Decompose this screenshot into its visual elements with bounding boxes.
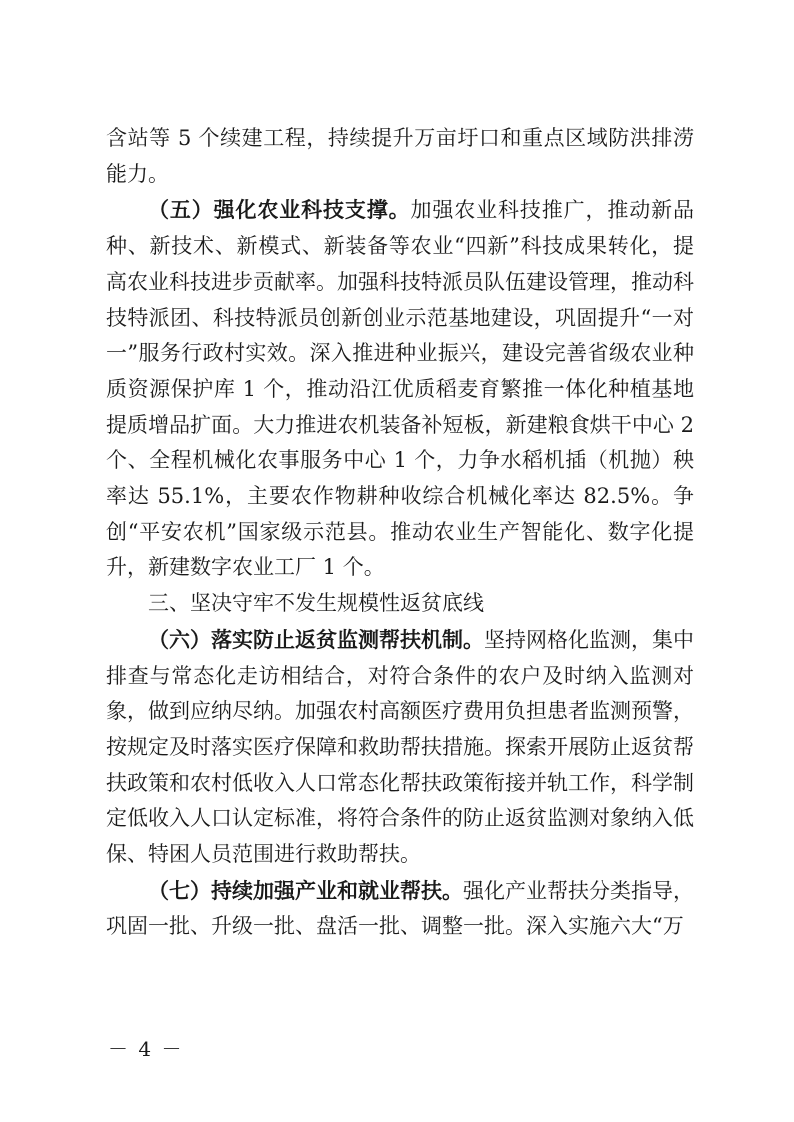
paragraph-continuation xyxy=(106,121,694,192)
section-heading-3: 三、坚决守牢不发生规模性返贫底线 xyxy=(148,591,484,616)
paragraph-lead: （七）持续加强产业和就业帮扶。 xyxy=(148,877,463,903)
paragraph-text: 含站等 5 个续建工程，持续提升万亩圩口和重点区域防洪排涝能力。 xyxy=(106,126,694,186)
document-body xyxy=(106,121,694,945)
paragraph-lead: （五）强化农业科技支撑。 xyxy=(148,197,411,223)
paragraph-section-5 xyxy=(106,192,694,586)
paragraph-section-7 xyxy=(106,873,694,945)
paragraph-lead: （六）落实防止返贫监测帮扶机制。 xyxy=(148,626,484,652)
paragraph-text: 坚持网格化监测，集中排查与常态化走访相结合，对符合条件的农户及时纳入监测对象，做到应纳尽纳。加强农村高额医疗费用负担患者监测预警，按规定及时落实医疗保障和救助帮扶措施。探索开展防止返贫帮扶政策和农村低收入人口常态化帮扶政策衔接并轨工作，科学制定低收入人口认定标准，将符合条件的防止返贫监测对象纳入低保、特困人员范围进行救助帮扶。 xyxy=(106,627,694,867)
paragraph-text: 强化产业帮扶分类指导，巩固一批、升级一批、盘活一批、调整一批。深入实施六大“万 xyxy=(106,878,694,939)
page-number: － 4 － xyxy=(108,1037,184,1061)
paragraph-section-6 xyxy=(106,622,694,873)
paragraph-text: 加强农业科技推广，推动新品种、新技术、新模式、新装备等农业“四新”科技成果转化，提高农业科技进步贡献率。加强科技特派员队伍建设管理，推动科技特派团、科技特派员创新创业示范基地建设，巩固提升“一对一”服务行政村实效。深入推进种业振兴，建设完善省级农业种质资源保护库 1 个，推动沿江优质稻麦育繁推一体化种植基地提质增品扩面。大力推进农机装备补短板，新建粮食烘干中心 2 个、全程机械化农事服务中心 1 个，力争水稻机插（机抛）秧率达 55.1%，主要农作物耕种收综合机械化率达 82.5%。争创“平安农机”国家级示范县。推动农业生产智能化、数字化提升，新建数字农业工厂 1 个。 xyxy=(106,198,694,580)
